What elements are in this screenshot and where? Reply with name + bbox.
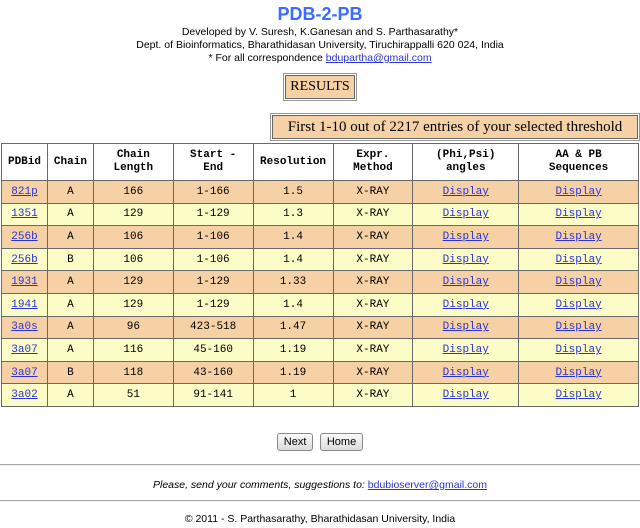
resolution-cell: 1 [253, 384, 333, 407]
pdbid-link[interactable]: 1941 [11, 298, 38, 311]
table-row [2, 248, 639, 271]
range-cell: 1-129 [173, 271, 253, 294]
length-cell: 129 [93, 293, 173, 316]
chain-cell: B [47, 361, 93, 384]
chain-cell: A [47, 203, 93, 226]
resolution-cell: 1.4 [253, 248, 333, 271]
length-cell: 51 [93, 384, 173, 407]
range-cell: 1-166 [173, 181, 253, 204]
method-cell: X-RAY [333, 316, 413, 339]
resolution-cell: 1.47 [253, 316, 333, 339]
department-line: Dept. of Bioinformatics, Bharathidasan University, Tiruchirappalli 620 024, India [136, 39, 504, 51]
resolution-cell: 1.19 [253, 361, 333, 384]
table-row [2, 339, 639, 362]
angles-display-link[interactable]: Display [442, 185, 489, 198]
header-chain-length: Chain Length [93, 144, 173, 181]
sequences-display-link[interactable]: Display [555, 253, 602, 266]
method-cell: X-RAY [333, 384, 413, 407]
method-cell: X-RAY [333, 271, 413, 294]
method-cell: X-RAY [333, 293, 413, 316]
range-cell: 91-141 [173, 384, 253, 407]
results-table [1, 143, 639, 407]
sequences-display-link[interactable]: Display [555, 366, 602, 379]
length-cell: 129 [93, 203, 173, 226]
pagination-buttons [0, 432, 640, 451]
table-row [2, 203, 639, 226]
table-row [2, 226, 639, 249]
header-resolution: Resolution [253, 144, 333, 181]
pdbid-link[interactable]: 3a07 [11, 366, 38, 379]
length-cell: 106 [93, 248, 173, 271]
header-aa-pb-sequences: AA & PB Sequences [519, 144, 639, 181]
method-cell: X-RAY [333, 181, 413, 204]
pdbid-link[interactable]: 1351 [11, 208, 38, 221]
correspondence-email-link[interactable]: bdupartha@gmail.com [325, 52, 432, 64]
resolution-cell: 1.4 [253, 293, 333, 316]
sequences-display-link[interactable]: Display [555, 230, 602, 243]
correspondence-line [0, 52, 640, 65]
comments-text: Please, send your comments, suggestions to: [152, 479, 365, 491]
range-cell: 423-518 [173, 316, 253, 339]
pdbid-link[interactable]: 3a0s [11, 321, 38, 334]
comments-email-link[interactable]: bdubioserver@gmail.com [367, 479, 487, 491]
range-cell: 1-129 [173, 293, 253, 316]
range-cell: 45-160 [173, 339, 253, 362]
table-row [2, 316, 639, 339]
angles-display-link[interactable]: Display [442, 276, 489, 289]
results-heading: RESULTS [285, 75, 355, 99]
resolution-cell: 1.3 [253, 203, 333, 226]
chain-cell: A [47, 316, 93, 339]
length-cell: 118 [93, 361, 173, 384]
header-pdbid: PDBid [2, 144, 48, 181]
header-phipsi-angles: (Phi,Psi) angles [413, 144, 519, 181]
range-cell: 43-160 [173, 361, 253, 384]
next-button[interactable]: Next [277, 433, 314, 451]
sequences-display-link[interactable]: Display [555, 298, 602, 311]
method-cell: X-RAY [333, 339, 413, 362]
sequences-display-link[interactable]: Display [555, 208, 602, 221]
sequences-display-link[interactable]: Display [555, 321, 602, 334]
threshold-summary: First 1-10 out of 2217 entries of your selected threshold [272, 115, 638, 139]
method-cell: X-RAY [333, 226, 413, 249]
chain-cell: A [47, 339, 93, 362]
length-cell: 129 [93, 271, 173, 294]
angles-display-link[interactable]: Display [442, 230, 489, 243]
angles-display-link[interactable]: Display [442, 321, 489, 334]
method-cell: X-RAY [333, 203, 413, 226]
chain-cell: A [47, 181, 93, 204]
resolution-cell: 1.5 [253, 181, 333, 204]
copyright-footer: © 2011 - S. Parthasarathy, Bharathidasan University, India [184, 513, 456, 525]
method-cell: X-RAY [333, 361, 413, 384]
pdbid-link[interactable]: 256b [11, 230, 38, 243]
resolution-cell: 1.19 [253, 339, 333, 362]
table-row [2, 181, 639, 204]
range-cell: 1-106 [173, 248, 253, 271]
angles-display-link[interactable]: Display [442, 298, 489, 311]
length-cell: 106 [93, 226, 173, 249]
length-cell: 116 [93, 339, 173, 362]
sequences-display-link[interactable]: Display [555, 276, 602, 289]
table-row [2, 293, 639, 316]
range-cell: 1-106 [173, 226, 253, 249]
correspondence-prefix: * For all correspondence [208, 52, 323, 64]
chain-cell: A [47, 384, 93, 407]
sequences-display-link[interactable]: Display [555, 343, 602, 356]
angles-display-link[interactable]: Display [442, 343, 489, 356]
length-cell: 166 [93, 181, 173, 204]
pdbid-link[interactable]: 3a02 [11, 389, 38, 402]
page-title: PDB-2-PB [277, 4, 363, 24]
sequences-display-link[interactable]: Display [555, 389, 602, 402]
chain-cell: A [47, 271, 93, 294]
table-header-row [2, 144, 639, 181]
table-row [2, 384, 639, 407]
developers-line: Developed by V. Suresh, K.Ganesan and S. Parthasarathy* [181, 26, 459, 38]
chain-cell: A [47, 293, 93, 316]
range-cell: 1-129 [173, 203, 253, 226]
pdbid-link[interactable]: 3a07 [11, 343, 38, 356]
length-cell: 96 [93, 316, 173, 339]
credits [0, 26, 640, 65]
resolution-cell: 1.4 [253, 226, 333, 249]
pdbid-link[interactable]: 821p [11, 185, 38, 198]
pdbid-link[interactable]: 256b [11, 253, 38, 266]
sequences-display-link[interactable]: Display [555, 185, 602, 198]
home-button[interactable]: Home [320, 433, 363, 451]
table-row [2, 361, 639, 384]
header-expr-method: Expr. Method [333, 144, 413, 181]
resolution-cell: 1.33 [253, 271, 333, 294]
angles-display-link[interactable]: Display [442, 208, 489, 221]
chain-cell: B [47, 248, 93, 271]
pdbid-link[interactable]: 1931 [11, 276, 38, 289]
chain-cell: A [47, 226, 93, 249]
divider [0, 500, 640, 502]
divider [0, 464, 640, 466]
method-cell: X-RAY [333, 248, 413, 271]
angles-display-link[interactable]: Display [442, 366, 489, 379]
table-row [2, 271, 639, 294]
header-chain: Chain [47, 144, 93, 181]
angles-display-link[interactable]: Display [442, 253, 489, 266]
angles-display-link[interactable]: Display [442, 389, 489, 402]
comments-line [0, 479, 640, 491]
header-start-end: Start - End [173, 144, 253, 181]
